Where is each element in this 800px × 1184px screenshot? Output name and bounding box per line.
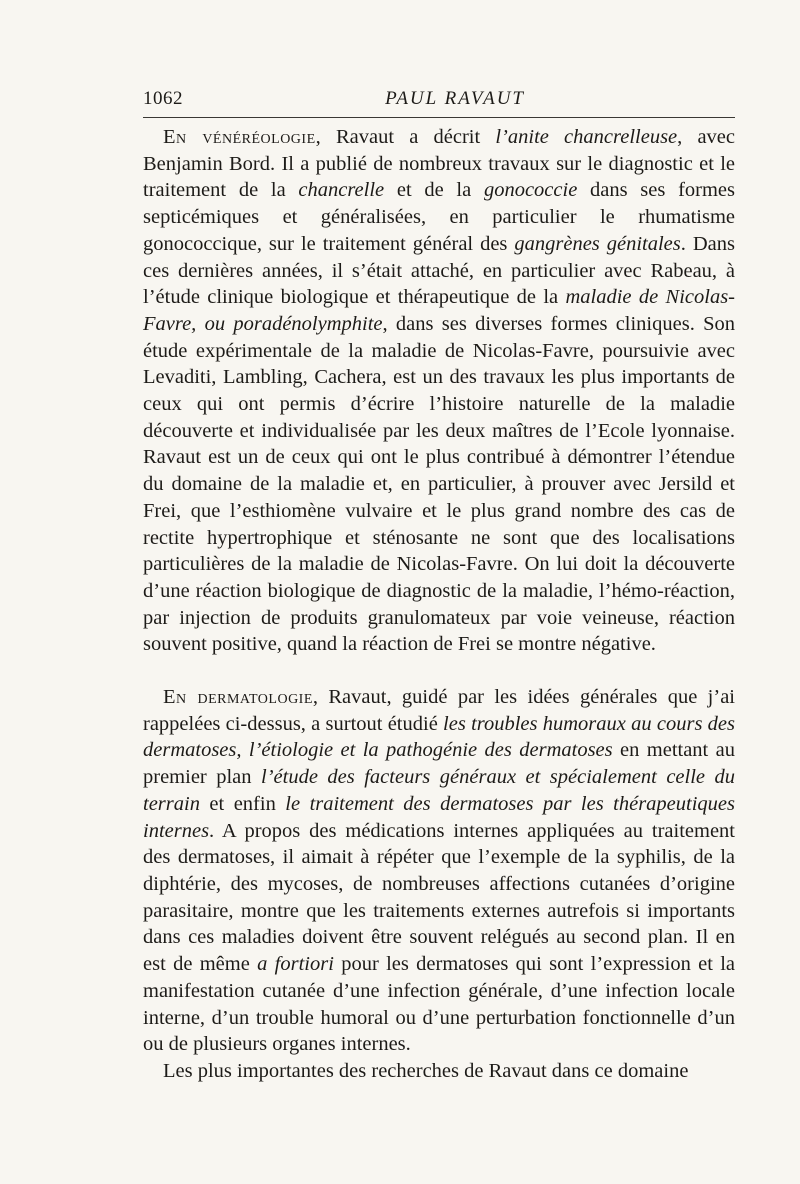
italic-phrase: l’anite chancrelleuse xyxy=(495,126,678,148)
page-header xyxy=(143,88,735,110)
text-run: dans ses formes septicémiques et généralisées, en particulier le rhumatisme gonococcique, sur le traitement général des xyxy=(143,179,735,255)
section-lead: En dermatologie xyxy=(163,686,313,709)
paragraph-dermatology xyxy=(143,684,735,1058)
italic-phrase: gonococcie xyxy=(483,179,578,202)
text-run: et enfin xyxy=(199,792,286,815)
text-run: Les plus importantes des recherches de Ravaut dans ce domaine xyxy=(163,1059,689,1082)
text-run: , Ravaut, guidé par les idées générales que j’ai rappelées ci-dessus, a surtout étudié xyxy=(143,686,735,735)
paragraph-venereology xyxy=(143,124,735,658)
italic-phrase: chancrelle xyxy=(298,179,385,202)
text-run: et de la xyxy=(384,179,484,202)
paragraph-continuation xyxy=(143,1058,735,1085)
italic-phrase: les troubles humoraux au cours des dermatoses, l’étiologie et la pathogénie des dermatoses xyxy=(143,712,735,762)
page-number: 1062 xyxy=(143,88,183,109)
header-rule xyxy=(143,117,735,118)
text-run: , Ravaut a décrit xyxy=(315,126,496,148)
italic-phrase: l’étude des facteurs généraux et spécialement celle du terrain xyxy=(143,766,735,815)
italic-phrase: a fortiori xyxy=(257,953,334,976)
text-run: , avec Benjamin Bord. Il a publié de nombreux travaux sur le diagnostic et le traitement de la xyxy=(143,126,735,202)
section-lead: En vénéréologie xyxy=(163,126,316,148)
text-run: . Dans ces dernières années, il s’était attaché, en particulier avec Rabeau, à l’étude clinique biologique et thérapeutique de la xyxy=(143,232,735,309)
italic-phrase: le traitement des dermatoses par les thérapeutiques internes xyxy=(143,792,735,842)
text-run: , dans ses diverses formes cliniques. Son étude expérimentale de la maladie de Nicolas-Favre, poursuivie avec Levaditi, Lambling, Cachera, est un des travaux les plus importants de ceux qui ont permis d’écrire l’histoire naturelle de la maladie découverte et individualisée par les deux maîtres de l’Ecole lyonnaise. Ravaut est un de ceux qui ont le plus contribué à démontrer l’étendue du domaine de la maladie et, en particulier, à prouver avec Jersild et Frei, que l’esthiomène vulvaire et le plus grand nombre des cas de rectite hypertrophique et sténosante ne sont que des localisations particulières de la maladie de Nicolas-Favre. On lui doit la découverte d’une réaction biologique de diagnostic de la maladie, l’hémo-réaction, par injection de produits granulomateux par voie veineuse, réaction souvent positive, quand la réaction de Frei se montre négative. xyxy=(143,312,735,656)
running-head: PAUL RAVAUT xyxy=(385,88,525,109)
text-run: pour les dermatoses qui sont l’expression et la manifestation cutanée d’une infection générale, d’une infection locale interne, d’un trouble humoral ou d’une perturbation fonctionnelle d’un ou de plusieurs organes internes. xyxy=(143,953,735,1056)
italic-phrase: maladie de Nicolas-Favre, ou poradénolymphite xyxy=(143,286,735,335)
body-text xyxy=(143,124,735,1085)
italic-phrase: gangrènes génitales xyxy=(514,232,681,255)
text-run: . A propos des médications internes appliquées au traitement des dermatoses, il aimait à répéter que l’exemple de la syphilis, de la diphtérie, des mycoses, de nombreuses affections cutanées d’origine parasitaire, montre que les traitements externes autrefois si importants dans ces maladies doivent être souvent relégués au second plan. Il en est de même xyxy=(143,819,735,976)
text-run: en mettant au premier plan xyxy=(143,739,735,789)
